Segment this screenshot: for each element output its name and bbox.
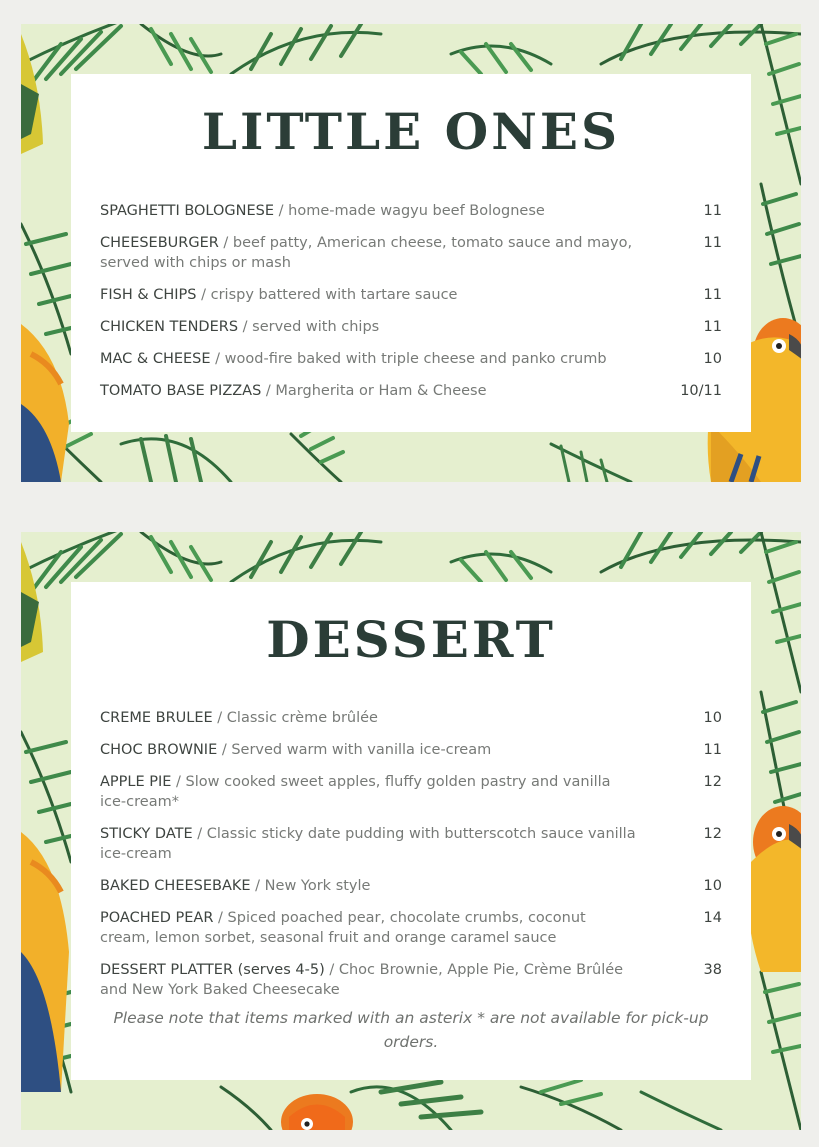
dessert-title: DESSERT (266, 610, 556, 669)
little-ones-list (71, 201, 751, 401)
item-price: 11 (703, 203, 722, 219)
item-name: BAKED CHEESEBAKE (100, 878, 251, 894)
item-description: / New York style (250, 878, 371, 894)
item-price: 12 (703, 826, 722, 842)
item-description: / Spiced poached pear, chocolate crumbs, coconut cream, lemon sorbet, seasonal fruit and orange caramel sauce (100, 910, 586, 946)
little-ones-card (21, 24, 801, 482)
menu-item (71, 233, 751, 273)
item-price: 12 (703, 774, 722, 790)
dessert-panel (71, 582, 751, 1080)
pickup-note: Please note that items marked with an asterix * are not available for pick-up orders. (113, 1009, 709, 1051)
item-price: 10 (703, 878, 722, 894)
item-name: TOMATO BASE PIZZAS (100, 383, 262, 399)
item-name: DESSERT PLATTER (serves 4-5) (100, 962, 325, 978)
item-description: / Classic crème brûlée (212, 710, 378, 726)
item-name: POACHED PEAR (100, 910, 214, 926)
item-price: 11 (703, 287, 722, 303)
item-description: / Choc Brownie, Apple Pie, Crème Brûlée and New York Baked Cheesecake (100, 962, 624, 998)
parrot-left-illustration (21, 34, 69, 482)
item-price: 10/11 (680, 383, 722, 399)
item-name: CREME BRULEE (100, 710, 213, 726)
item-description: / Margherita or Ham & Cheese (261, 383, 487, 399)
menu-item (71, 908, 751, 948)
item-name: CHOC BROWNIE (100, 742, 218, 758)
parrot-bottom-illustration (281, 1094, 353, 1130)
menu-item (71, 708, 751, 728)
dessert-card (21, 532, 801, 1130)
menu-item (71, 772, 751, 812)
item-description: / wood-fire baked with triple cheese and panko crumb (210, 351, 607, 367)
item-description: / crispy battered with tartare sauce (196, 287, 458, 303)
item-description: / home-made wagyu beef Bolognese (274, 203, 545, 219)
menu-item (71, 960, 751, 1000)
item-description: / Classic sticky date pudding with butterscotch sauce vanilla ice-cream (100, 826, 636, 862)
item-description: / beef patty, American cheese, tomato sauce and mayo, served with chips or mash (100, 235, 633, 271)
dessert-list (71, 708, 751, 1000)
item-price: 38 (703, 962, 722, 978)
item-description: / Served warm with vanilla ice-cream (217, 742, 492, 758)
item-name: SPAGHETTI BOLOGNESE (100, 203, 275, 219)
menu-item (71, 824, 751, 864)
item-description: / served with chips (238, 319, 380, 335)
little-ones-panel (71, 74, 751, 432)
item-price: 14 (703, 910, 722, 926)
item-price: 11 (703, 742, 722, 758)
parrot-right-illustration (748, 806, 801, 972)
menu-item (71, 317, 751, 337)
item-price: 10 (703, 351, 722, 367)
menu-item (71, 285, 751, 305)
item-description: / Slow cooked sweet apples, fluffy golden pastry and vanilla ice-cream* (100, 774, 611, 810)
item-name: STICKY DATE (100, 826, 193, 842)
item-price: 11 (703, 235, 722, 251)
item-name: FISH & CHIPS (100, 287, 197, 303)
menu-item (71, 201, 751, 221)
little-ones-title: LITTLE ONES (201, 102, 621, 161)
parrot-left-illustration (21, 542, 69, 1092)
item-name: CHEESEBURGER (100, 235, 219, 251)
menu-item (71, 740, 751, 760)
menu-item (71, 381, 751, 401)
item-name: APPLE PIE (100, 774, 172, 790)
item-name: MAC & CHEESE (100, 351, 211, 367)
item-price: 11 (703, 319, 722, 335)
menu-item (71, 349, 751, 369)
item-price: 10 (703, 710, 722, 726)
item-name: CHICKEN TENDERS (100, 319, 239, 335)
menu-item (71, 876, 751, 896)
